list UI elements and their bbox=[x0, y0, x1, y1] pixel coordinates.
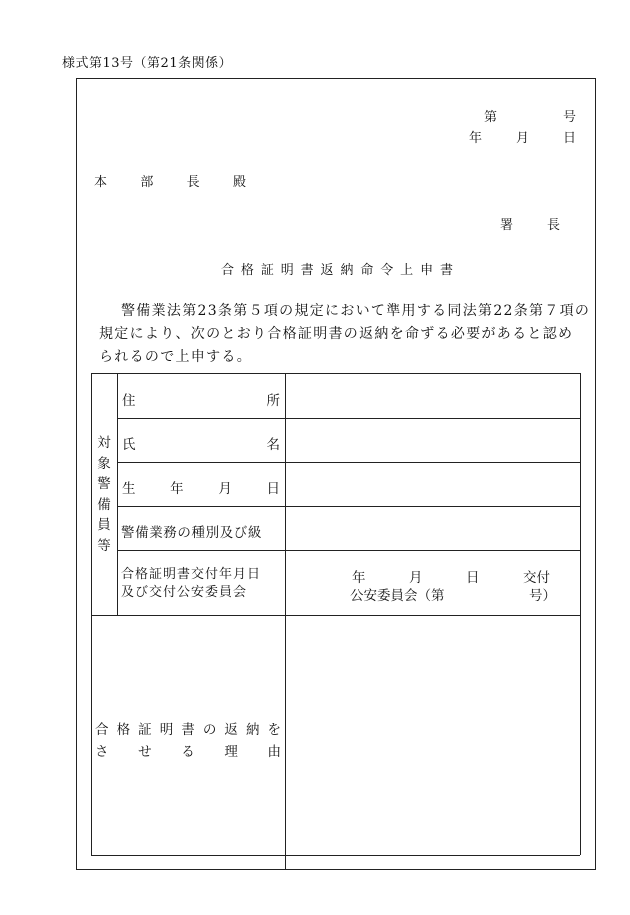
reason-char: 格 bbox=[116, 722, 131, 738]
cert-issue-label-line: 合格証明書交付年月日 bbox=[121, 567, 262, 582]
group-label-char: 警 bbox=[97, 476, 111, 492]
reason-char: 明 bbox=[159, 722, 174, 738]
reason-char: 納 bbox=[245, 722, 260, 738]
birth-date-label-char: 月 bbox=[218, 481, 232, 497]
cert-issue-issued: 交付 bbox=[523, 570, 550, 586]
title-char: 上 bbox=[400, 263, 414, 278]
body-line: 規定により、次のとおり合格証明書の返納を命ずる必要があると認め bbox=[99, 326, 574, 342]
body-line: 警備業法第23条第５項の規定において準用する同法第22条第７項の bbox=[121, 303, 591, 319]
guard-type-field[interactable] bbox=[286, 507, 579, 549]
guard-type-label: 警備業務の種別及び級 bbox=[121, 525, 262, 541]
title-char: 令 bbox=[380, 263, 394, 278]
title-char: 返 bbox=[320, 263, 334, 278]
date-year: 年 bbox=[469, 131, 483, 146]
title-char: 証 bbox=[260, 263, 274, 278]
body-paragraph bbox=[99, 300, 591, 369]
document-date bbox=[469, 127, 576, 146]
group-label-char: 備 bbox=[97, 496, 111, 513]
sender-char: 長 bbox=[546, 218, 560, 233]
date-month: 月 bbox=[515, 131, 529, 146]
address-label-char: 住 bbox=[122, 393, 136, 409]
reason-label-line2 bbox=[95, 740, 281, 760]
reason-char: 理 bbox=[224, 744, 238, 760]
cert-issue-year: 年 bbox=[352, 570, 366, 586]
birth-date-field[interactable] bbox=[286, 463, 579, 505]
sender bbox=[500, 214, 560, 233]
birth-date-label-char: 日 bbox=[266, 481, 280, 497]
reason-char: せ bbox=[138, 744, 152, 760]
reason-char: の bbox=[202, 722, 217, 738]
group-label-char: 対 bbox=[97, 435, 111, 451]
title-char: 格 bbox=[240, 263, 254, 278]
birth-date-label-char: 年 bbox=[170, 481, 184, 497]
date-day: 日 bbox=[562, 131, 576, 146]
commission-prefix: 公安委員会（第 bbox=[350, 588, 445, 604]
title-char: 明 bbox=[280, 263, 294, 278]
birth-date-label bbox=[122, 477, 280, 497]
name-label bbox=[122, 433, 280, 453]
name-field[interactable] bbox=[286, 419, 579, 461]
address-field[interactable] bbox=[286, 374, 579, 417]
title-char: 書 bbox=[300, 263, 314, 278]
reason-char: 書 bbox=[181, 722, 195, 738]
target-guard-group-label bbox=[96, 433, 112, 556]
reason-field[interactable] bbox=[286, 616, 579, 854]
title-char: 命 bbox=[360, 263, 374, 278]
document-number bbox=[484, 106, 576, 125]
reason-char: 証 bbox=[138, 722, 152, 738]
name-label-char: 氏 bbox=[122, 437, 136, 453]
address-label-char: 所 bbox=[266, 393, 280, 409]
recipient bbox=[94, 171, 246, 190]
reason-char: 合 bbox=[95, 722, 109, 738]
body-line: られるので上申する。 bbox=[99, 349, 252, 365]
document-title bbox=[221, 259, 453, 278]
title-char: 合 bbox=[221, 263, 235, 278]
recipient-char: 部 bbox=[140, 175, 154, 190]
title-char: 納 bbox=[340, 263, 354, 278]
recipient-char: 殿 bbox=[232, 175, 246, 190]
reason-char: る bbox=[181, 744, 195, 760]
table-right-border bbox=[580, 373, 581, 855]
table-left-border bbox=[91, 373, 92, 855]
reason-char: 返 bbox=[224, 722, 238, 738]
cert-issue-commission-value bbox=[350, 584, 556, 604]
reason-char: 由 bbox=[267, 744, 281, 760]
commission-suffix: 号） bbox=[529, 588, 556, 604]
title-char: 申 bbox=[420, 263, 434, 278]
group-column-divider bbox=[117, 373, 118, 615]
name-label-char: 名 bbox=[266, 437, 280, 453]
cert-issue-date-value bbox=[352, 566, 550, 586]
number-prefix: 第 bbox=[484, 110, 498, 125]
cert-issue-month: 月 bbox=[409, 570, 423, 586]
table-bottom-border bbox=[91, 855, 580, 856]
group-label-char: 員 bbox=[97, 517, 111, 533]
group-label-char: 象 bbox=[97, 455, 111, 472]
number-suffix: 号 bbox=[562, 110, 576, 125]
reason-char: を bbox=[267, 722, 281, 738]
title-char: 書 bbox=[439, 263, 453, 278]
recipient-char: 本 bbox=[94, 175, 108, 190]
reason-char: さ bbox=[95, 744, 109, 760]
sender-char: 署 bbox=[500, 218, 514, 233]
recipient-char: 長 bbox=[186, 175, 200, 190]
cert-issue-day: 日 bbox=[466, 570, 480, 586]
row-divider bbox=[117, 550, 580, 551]
birth-date-label-char: 生 bbox=[122, 481, 136, 497]
group-label-char: 等 bbox=[97, 537, 111, 554]
address-label bbox=[122, 389, 280, 409]
cert-issue-label bbox=[121, 566, 261, 602]
cert-issue-label-line: 及び交付公安委員会 bbox=[121, 585, 248, 600]
form-label: 様式第13号（第21条関係） bbox=[62, 56, 233, 71]
reason-label-line1 bbox=[95, 718, 281, 738]
